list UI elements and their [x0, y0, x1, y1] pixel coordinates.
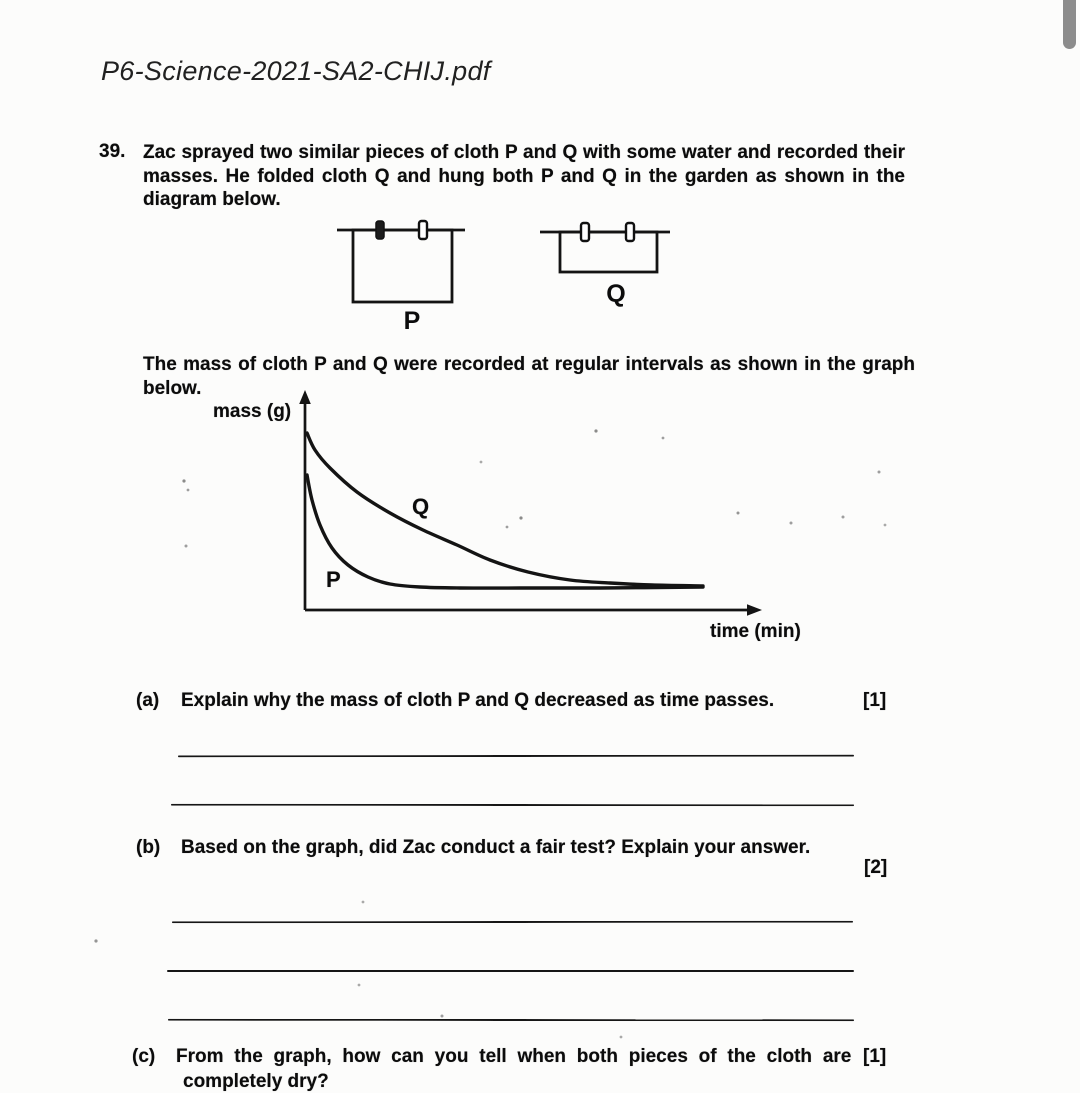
part-c-label: (c)	[132, 1046, 156, 1067]
curve-p-label: P	[326, 567, 341, 592]
part-a-text: Explain why the mass of cloth P and Q decreased as time passes.	[181, 690, 775, 711]
peg-icon	[376, 221, 384, 239]
cloth-p-label: P	[403, 307, 421, 335]
graph-intro-text: The mass of cloth P and Q were recorded at regular intervals as shown in the graph below.	[143, 354, 915, 399]
part-b-label: (b)	[136, 837, 161, 858]
curve-q-label: Q	[412, 494, 430, 519]
x-axis-label: time (min)	[710, 621, 801, 642]
part-b-text: Based on the graph, did Zac conduct a fair test? Explain your answer.	[181, 837, 811, 858]
answer-line	[171, 804, 854, 807]
answer-line	[167, 970, 854, 972]
y-axis-arrow-icon	[299, 390, 311, 404]
peg-icon	[626, 223, 634, 241]
curve-q	[307, 433, 703, 586]
question-number: 39.	[99, 141, 126, 162]
part-c-text: From the graph, how can you tell when both pieces of the cloth are	[176, 1046, 852, 1067]
cloth-q-figure	[540, 223, 670, 308]
cloth-p-shape	[353, 230, 452, 302]
question-intro-text: Zac sprayed two similar pieces of cloth P and Q with some water and recorded their masses. He folded cloth Q and hung both P and Q in the garden as shown in the diagram below.	[143, 142, 905, 210]
answer-line	[172, 921, 853, 924]
answer-line	[178, 755, 854, 758]
part-c-marks: [1]	[863, 1046, 887, 1067]
cloth-q-shape	[560, 232, 657, 272]
part-c-text-continued: completely dry?	[183, 1071, 329, 1092]
peg-icon	[419, 221, 427, 239]
peg-icon	[581, 223, 589, 241]
part-a-label: (a)	[136, 690, 160, 711]
curve-p	[307, 475, 703, 588]
part-b-marks: [2]	[864, 857, 888, 878]
y-axis-label: mass (g)	[213, 401, 292, 422]
scan-noise-specks	[0, 0, 2, 2]
part-a-marks: [1]	[863, 690, 887, 711]
cloth-p-figure	[337, 221, 465, 335]
mass-time-graph	[200, 390, 820, 650]
pdf-filename: P6-Science-2021-SA2-CHIJ.pdf	[101, 56, 491, 86]
x-axis-arrow-icon	[747, 604, 762, 616]
answer-line	[168, 1019, 854, 1021]
cloth-diagram	[300, 210, 720, 340]
cloth-q-label: Q	[606, 280, 626, 308]
scrollbar-thumb[interactable]	[1063, 0, 1076, 49]
